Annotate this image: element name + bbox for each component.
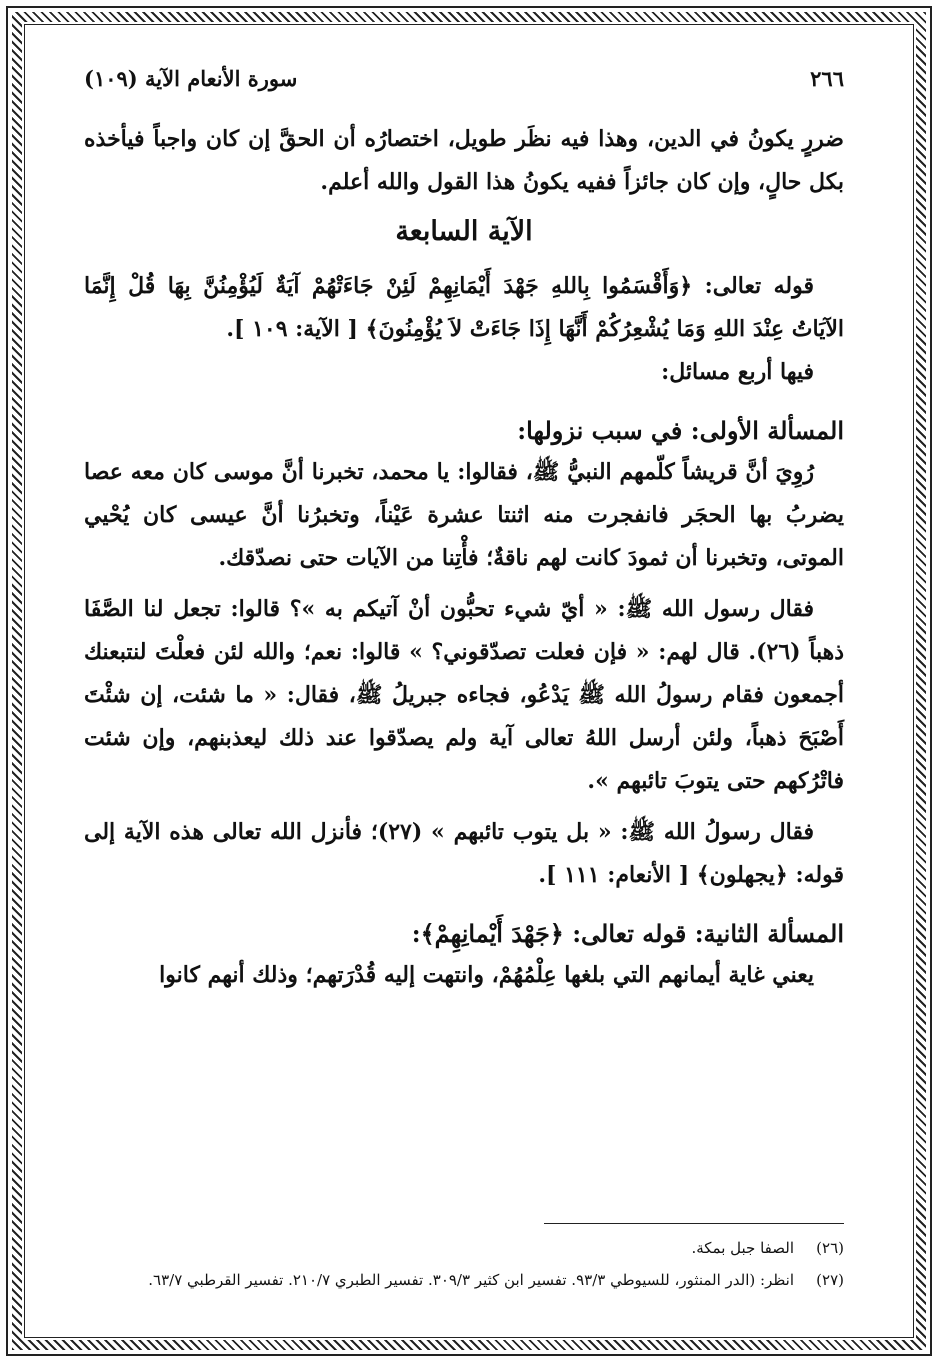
header-title-group [84,66,313,92]
footnote-text: الصفا جبل بمكة. [691,1239,794,1257]
paragraph-prophet-reply: فقال رسول الله ﷺ: « أيّ شيء تحبُّون أنْ آتيكم به »؟ قالوا: تجعل لنا الصَّفَا ذهباً (٢٦). قال لهم: « فإن فعلت تصدّقوني؟ » قالوا: نعم؛ والله لئن فعلْتَ لنتبعنك أجمعون فقام رسولُ الله ﷺ يَدْعُو، فجاءه جبريلُ ﷺ، فقال: « ما شئت، إن شئْتَ أَصْبَحَ ذهباً، ولئن أرسل اللهُ تعالى آية ولم يصدّقوا عند ذلك ليعذبنهم، وإن شئت فاتْرُكهم حتى يتوبَ تائبهم ». [84,596,844,794]
footnote-text: انظر: (الدر المنثور، للسيوطي ٩٣/٣. تفسير ابن كثير ٣٠٩/٣. تفسير الطبري ٢١٠/٧. تفسير القرطبي ٦٣/٧. [148,1271,794,1289]
ayah-heading: الآية السابعة [395,216,533,247]
paragraph-revelation-cause: رُوِيَ أنَّ قريشاً كلّمهم النبيُّ ﷺ، فقالوا: يا محمد، تخبرنا أنَّ موسى كان معه عصا يضربُ بها الحجَر فانفجرت منه اثنتا عشرة عَيْناً، وتخبرُنا أنَّ عيسى كان يُحْيي الموتى، وتخبرنا أن ثمودَ كانت لهم ناقةٌ؛ فأْتِنا من الآيات حتى نصدّقك. [84,459,844,571]
paragraph-1: ضررٍ يكونُ في الدين، وهذا فيه نظَر طويل، اختصارُه أن الحقَّ إن كان واجباً فيأخذه بكل حالٍ، وإن كان جائزاً ففيه يكونُ هذا القول والله أعلم. [84,126,844,195]
footnote-number: (٢٦) [816,1239,844,1257]
paragraph-issues: فيها أربع مسائل: [661,359,814,385]
footnotes [84,1223,844,1296]
footnote-number: (٢٧) [816,1271,844,1289]
page-header [84,66,844,92]
paragraph-oath-meaning: يعني غاية أيمانهم التي بلغها عِلْمُهُمْ، وانتهت إليه قُدْرَتهم؛ وذلك أنهم كانوا [159,962,814,988]
issue-1-heading: المسألة الأولى: في سبب نزولها: [517,416,844,445]
page-number: ٢٦٦ [810,66,844,91]
issue-2-heading: المسألة الثانية: قوله تعالى: ﴿جَهْدَ أَيْمانِهِمْ﴾: [411,919,844,948]
footnote-26 [84,1232,844,1264]
footnote-rule [544,1223,844,1224]
footnote-27 [84,1264,844,1296]
quran-verse-paragraph: قوله تعالى: ﴿وَأَقْسَمُوا بِاللهِ جَهْدَ أَيْمَانِهِمْ لَئِنْ جَاءَتْهُمْ آيَةٌ لَيُؤْمِنُنَّ بِهَا قُلْ إِنَّمَا الآيَاتُ عِنْدَ اللهِ وَمَا يُشْعِرُكُمْ أَنَّهَا إِذَا جَاءَتْ لاَ يُؤْمِنُونَ﴾ [ الآية: ١٠٩ ]. [84,273,844,342]
book-page [84,66,844,1306]
running-title: سورة الأنعام الآية (١٠٩) [84,66,298,91]
paragraph-revelation: فقال رسولُ الله ﷺ: « بل يتوب تائبهم » (٢٧)؛ فأنزل الله تعالى هذه الآية إلى قوله: ﴿يجهلون﴾ [ الأنعام: ١١١ ]. [84,819,844,888]
